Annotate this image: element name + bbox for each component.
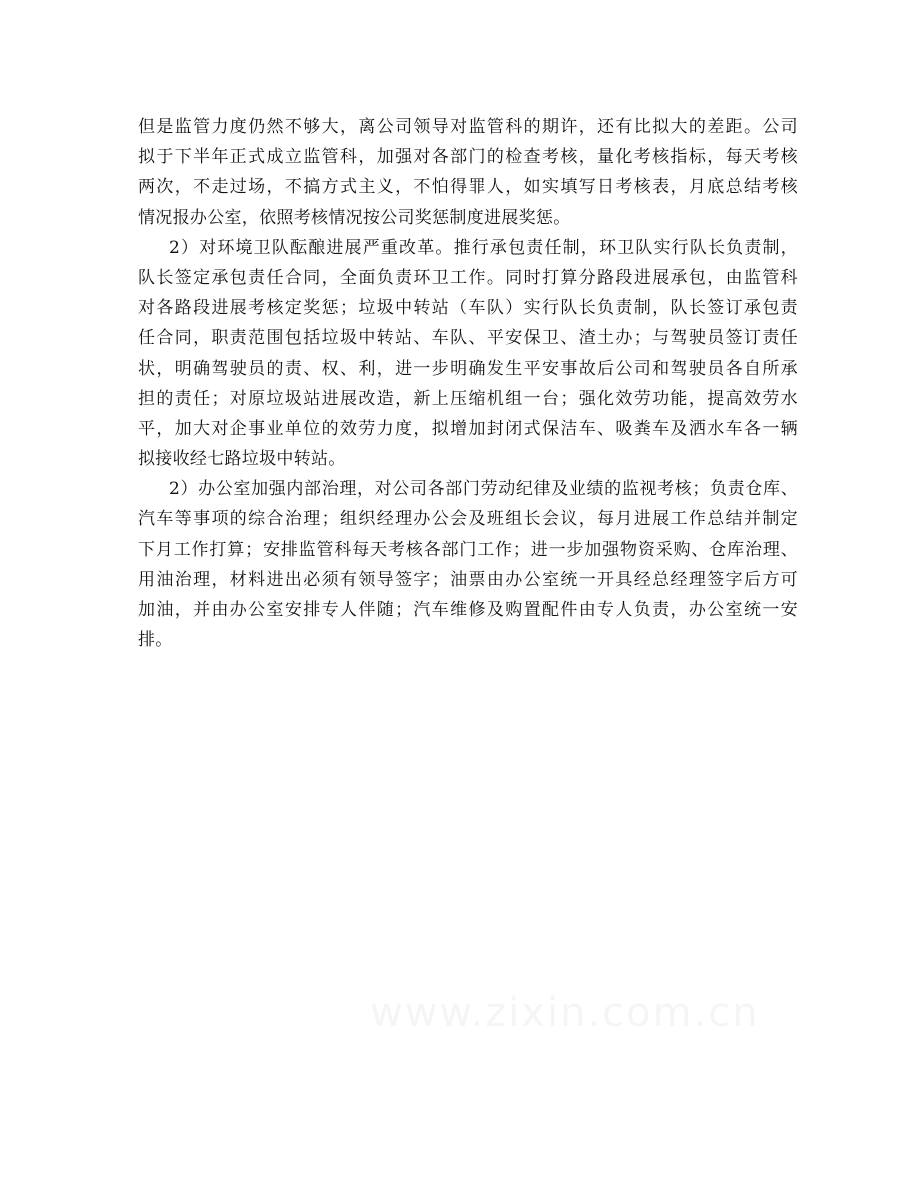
text-line: 2）对环境卫队酝酿进展严重改革。推行承包责任制，环卫队实行队长负责制， [169,237,798,258]
text-line: 担的责任；对原垃圾站进展改造，新上压缩机组一台；强化效劳功能，提高效劳水 [138,388,798,409]
text-line: 平，加大对企事业单位的效劳力度，拟增加封闭式保洁车、吸粪车及洒水车各一辆 [138,418,798,439]
text-line: 状，明确驾驶员的责、权、利，进一步明确发生平安事故后公司和驾驶员各自所承 [138,358,798,379]
text-line: 用油治理，材料进出必须有领导签字；油票由办公室统一开具经总经理签字后方可 [138,569,798,590]
text-line: 任合同，职责范围包括垃圾中转站、车队、平安保卫、渣土办；与驾驶员签订责任 [138,328,798,349]
text-line: 汽车等事项的综合治理；组织经理办公会及班组长会议，每月进展工作总结并制定 [138,509,798,530]
paragraph-2 [138,233,798,475]
paragraph-1 [138,112,798,233]
text-line: 情况报办公室，依照考核情况按公司奖惩制度进展奖惩。 [138,207,571,228]
paragraph-3 [138,474,798,655]
text-line: 排。 [138,630,173,651]
text-line: 拟于下半年正式成立监管科，加强对各部门的检查考核，量化考核指标，每天考核 [138,147,798,168]
document-body [138,112,798,655]
watermark [370,990,760,1036]
text-line: 但是监管力度仍然不够大，离公司领导对监管科的期许，还有比拟大的差距。公司 [138,117,798,137]
text-line: 下月工作打算；安排监管科每天考核各部门工作；进一步加强物资采购、仓库治理、 [138,539,798,560]
text-line: 队长签定承包责任合同，全面负责环卫工作。同时打算分路段进展承包，由监管科 [138,267,798,288]
text-line: 对各路段进展考核定奖惩；垃圾中转站（车队）实行队长负责制，队长签订承包责 [138,298,798,319]
text-line: 2）办公室加强内部治理，对公司各部门劳动纪律及业绩的监视考核；负责仓库、 [169,479,798,500]
text-line: 两次，不走过场，不搞方式主义，不怕得罪人，如实填写日考核表，月底总结考核 [138,177,798,198]
text-line: 加油，并由办公室安排专人伴随；汽车维修及购置配件由专人负责，办公室统一安 [138,600,798,620]
text-line: 拟接收经七路垃圾中转站。 [138,449,346,470]
